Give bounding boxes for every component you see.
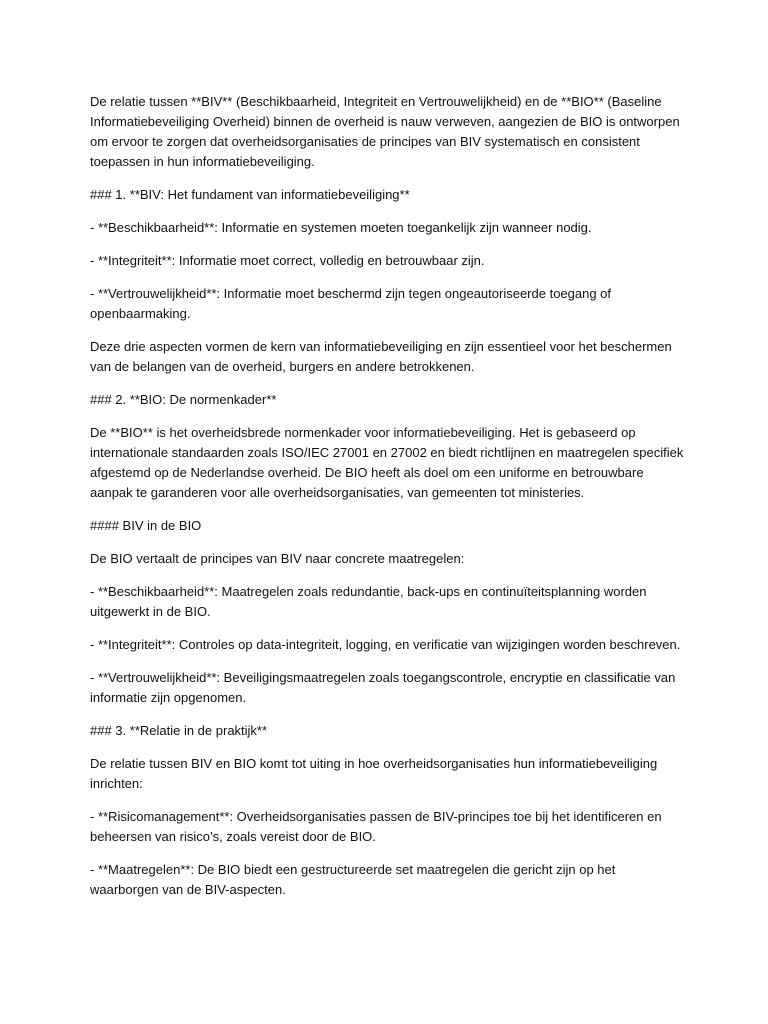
list-item-vertrouwelijkheid: - **Vertrouwelijkheid**: Informatie moet beschermd zijn tegen ongeautoriseerde toegang of openbaarmaking. <box>90 286 612 321</box>
document-page <box>90 92 685 913</box>
list-item-vertrouwelijkheid-beveiliging: - **Vertrouwelijkheid**: Beveiligingsmaatregelen zoals toegangscontrole, encryptie en classificatie van informatie zijn opgenomen. <box>90 670 676 705</box>
paragraph-drie-aspecten: Deze drie aspecten vormen de kern van informatiebeveiliging en zijn essentieel voor het beschermen van de belangen van de overheid, burgers en andere betrokkenen. <box>90 339 672 374</box>
intro-paragraph: De relatie tussen **BIV** (Beschikbaarheid, Integriteit en Vertrouwelijkheid) en de **BIO** (Baseline Informatiebeveiliging Overheid) binnen de overheid is nauw verweven, aangezien de BIO is ontworpen om ervoor te zorgen dat overheidsorganisaties de principes van BIV systematisch en consistent toepassen in hun informatiebeveiliging. <box>90 94 680 169</box>
list-item-maatregelen: - **Maatregelen**: De BIO biedt een gestructureerde set maatregelen die gericht zijn op het waarborgen van de BIV-aspecten. <box>90 862 616 897</box>
paragraph-bio-beschrijving: De **BIO** is het overheidsbrede normenkader voor informatiebeveiliging. Het is gebaseerd op internationale standaarden zoals ISO/IEC 27001 en 27002 en biedt richtlijnen en maatregelen specifiek afgestemd op de Nederlandse overheid. De BIO heeft als doel om een uniforme en betrouwbare aanpak te garanderen voor alle overheidsorganisaties, van gemeenten tot ministeries. <box>90 425 684 500</box>
list-item-beschikbaarheid: - **Beschikbaarheid**: Informatie en systemen moeten toegankelijk zijn wanneer nodig. <box>90 220 592 235</box>
paragraph-bio-vertaalt: De BIO vertaalt de principes van BIV naar concrete maatregelen: <box>90 551 465 566</box>
paragraph-relatie-uiting: De relatie tussen BIV en BIO komt tot uiting in hoe overheidsorganisaties hun informatiebeveiliging inrichten: <box>90 756 658 791</box>
list-item-integriteit: - **Integriteit**: Informatie moet correct, volledig en betrouwbaar zijn. <box>90 253 485 268</box>
list-item-beschikbaarheid-maatregelen: - **Beschikbaarheid**: Maatregelen zoals redundantie, back-ups en continuïteitsplanning worden uitgewerkt in de BIO. <box>90 584 647 619</box>
list-item-integriteit-controles: - **Integriteit**: Controles op data-integriteit, logging, en verificatie van wijzigingen worden beschreven. <box>90 637 681 652</box>
heading-relatie-praktijk: ### 3. **Relatie in de praktijk** <box>90 723 268 738</box>
list-item-risicomanagement: - **Risicomanagement**: Overheidsorganisaties passen de BIV-principes toe bij het identificeren en beheersen van risico’s, zoals vereist door de BIO. <box>90 809 662 844</box>
heading-biv-fundament: ### 1. **BIV: Het fundament van informatiebeveiliging** <box>90 187 410 202</box>
subheading-biv-in-bio: #### BIV in de BIO <box>90 518 202 533</box>
heading-bio-normenkader: ### 2. **BIO: De normenkader** <box>90 392 277 407</box>
